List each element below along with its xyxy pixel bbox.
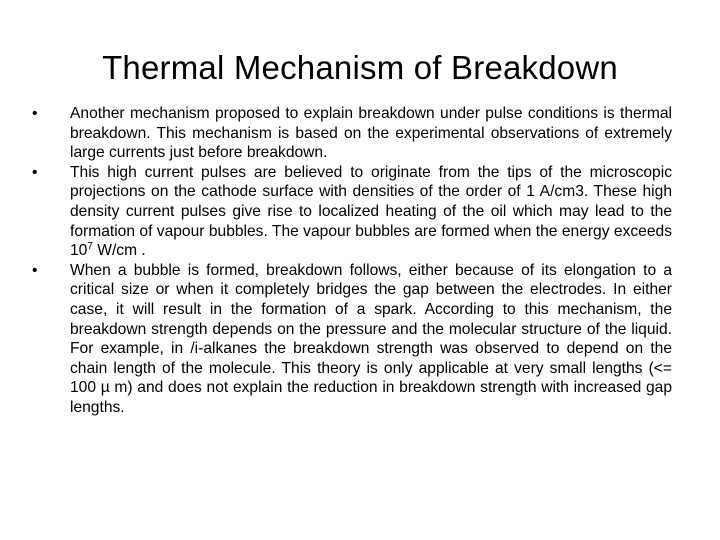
- bullet-dot-icon: •: [32, 163, 38, 181]
- bullet-text-2-tail: W/cm .: [92, 242, 146, 260]
- bullet-item-2: [30, 163, 672, 261]
- bullet-text-2: [70, 164, 672, 259]
- bullet-list: [30, 104, 672, 418]
- bullet-item-3: [30, 261, 672, 418]
- bullet-dot-icon: •: [32, 105, 38, 122]
- bullet-text-2-main: This high current pulses are believed to originate from the tips of the microscopic projections on the cathode surface with densities of the order of 1 A/cm3. These high density current pulses give rise to localized heating of the oil which may lead to the formation of vapour bubbles. The vapour bubbles are formed when the energy exceeds 10: [70, 163, 672, 260]
- bullet-text-2-exponent: 7: [87, 240, 93, 252]
- bullet-text-1: Another mechanism proposed to explain breakdown under pulse conditions is thermal breakdown. This mechanism is based on the experimental observations of extremely large currents just before breakdown.: [70, 105, 672, 162]
- bullet-dot-icon: •: [32, 261, 38, 279]
- bullet-text-3: When a bubble is formed, breakdown follows, either because of its elongation to a critical size or when it completely bridges the gap between the electrodes. In either case, it will result in the formation of a spark. According to this mechanism, the breakdown strength depends on the pressure and the molecular structure of the liquid. For example, in /i-alkanes the breakdown strength was observed to depend on the chain length of the molecule. This theory is only applicable at very small lengths (<= 100 µ m) and does not explain the reduction in breakdown strength with increased gap lengths.: [70, 261, 672, 416]
- slide-title: Thermal Mechanism of Breakdown: [102, 49, 618, 86]
- bullet-item-1: [30, 104, 672, 163]
